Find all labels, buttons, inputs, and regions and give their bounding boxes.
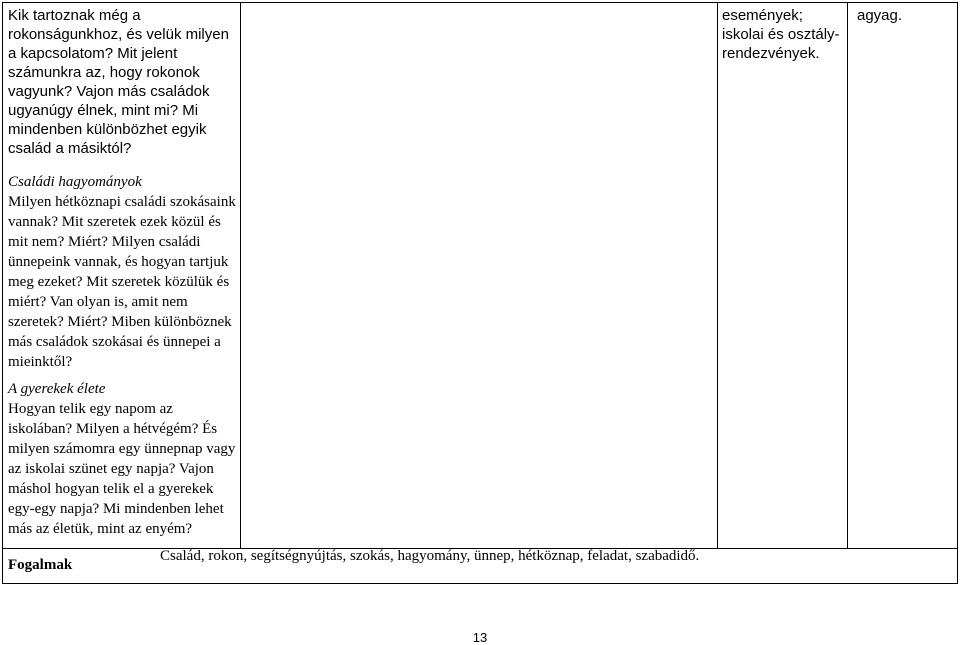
children-life-section: [8, 379, 236, 539]
materials-cell: [857, 6, 952, 25]
column-divider-2: [717, 3, 718, 548]
column-divider-3: [847, 3, 848, 548]
concepts-label-text: Fogalmak: [8, 557, 73, 573]
concepts-terms-text: Család, rokon, segítségnyújtás, szokás, hagyomány, ünnep, hétköznap, feladat, szabadidő.: [160, 548, 700, 564]
children-life-body: Hogyan telik egy napom az iskolában? Milyen a hétvégém? És milyen számomra egy ünnepnap vagy az iskolai szünet egy napja? Vajon máshol hogyan telik el a gyerekek egy-egy napja? Mi mindenben lehet más az életük, mint az enyém?: [8, 401, 236, 537]
events-text: események; iskolai és osztály-rendezvények.: [722, 7, 840, 62]
family-traditions-heading: Családi hagyományok: [8, 174, 142, 190]
family-traditions-section: [8, 172, 236, 372]
family-questions-text: Kik tartoznak még a rokonságunkhoz, és velük milyen a kapcsolatom? Mit jelent számunkra az, hogy rokonok vagyunk? Vajon más családok ugyanúgy élnek, mint mi? Mi mindenben különbözhet egyik család a másiktól?: [8, 7, 229, 157]
family-traditions-body: Milyen hétköznapi családi szokásaink vannak? Mit szeretek ezek közül és mit nem? Miért? Milyen családi ünnepeink vannak, és hogyan tartjuk meg ezeket? Mit szeretek közülük és miért? Van olyan is, amit nem szeretek? Miért? Miben különböznek más családok szokásai és ünnepei a mieinktől?: [8, 194, 236, 370]
concepts-terms: [160, 547, 940, 566]
page-number: 13: [472, 630, 488, 645]
concepts-label: [8, 556, 72, 575]
events-cell: [722, 6, 842, 63]
materials-text: agyag.: [857, 7, 903, 24]
column-divider-1: [240, 3, 241, 548]
family-questions-cell: [8, 6, 230, 158]
children-life-heading: A gyerekek élete: [8, 381, 106, 397]
